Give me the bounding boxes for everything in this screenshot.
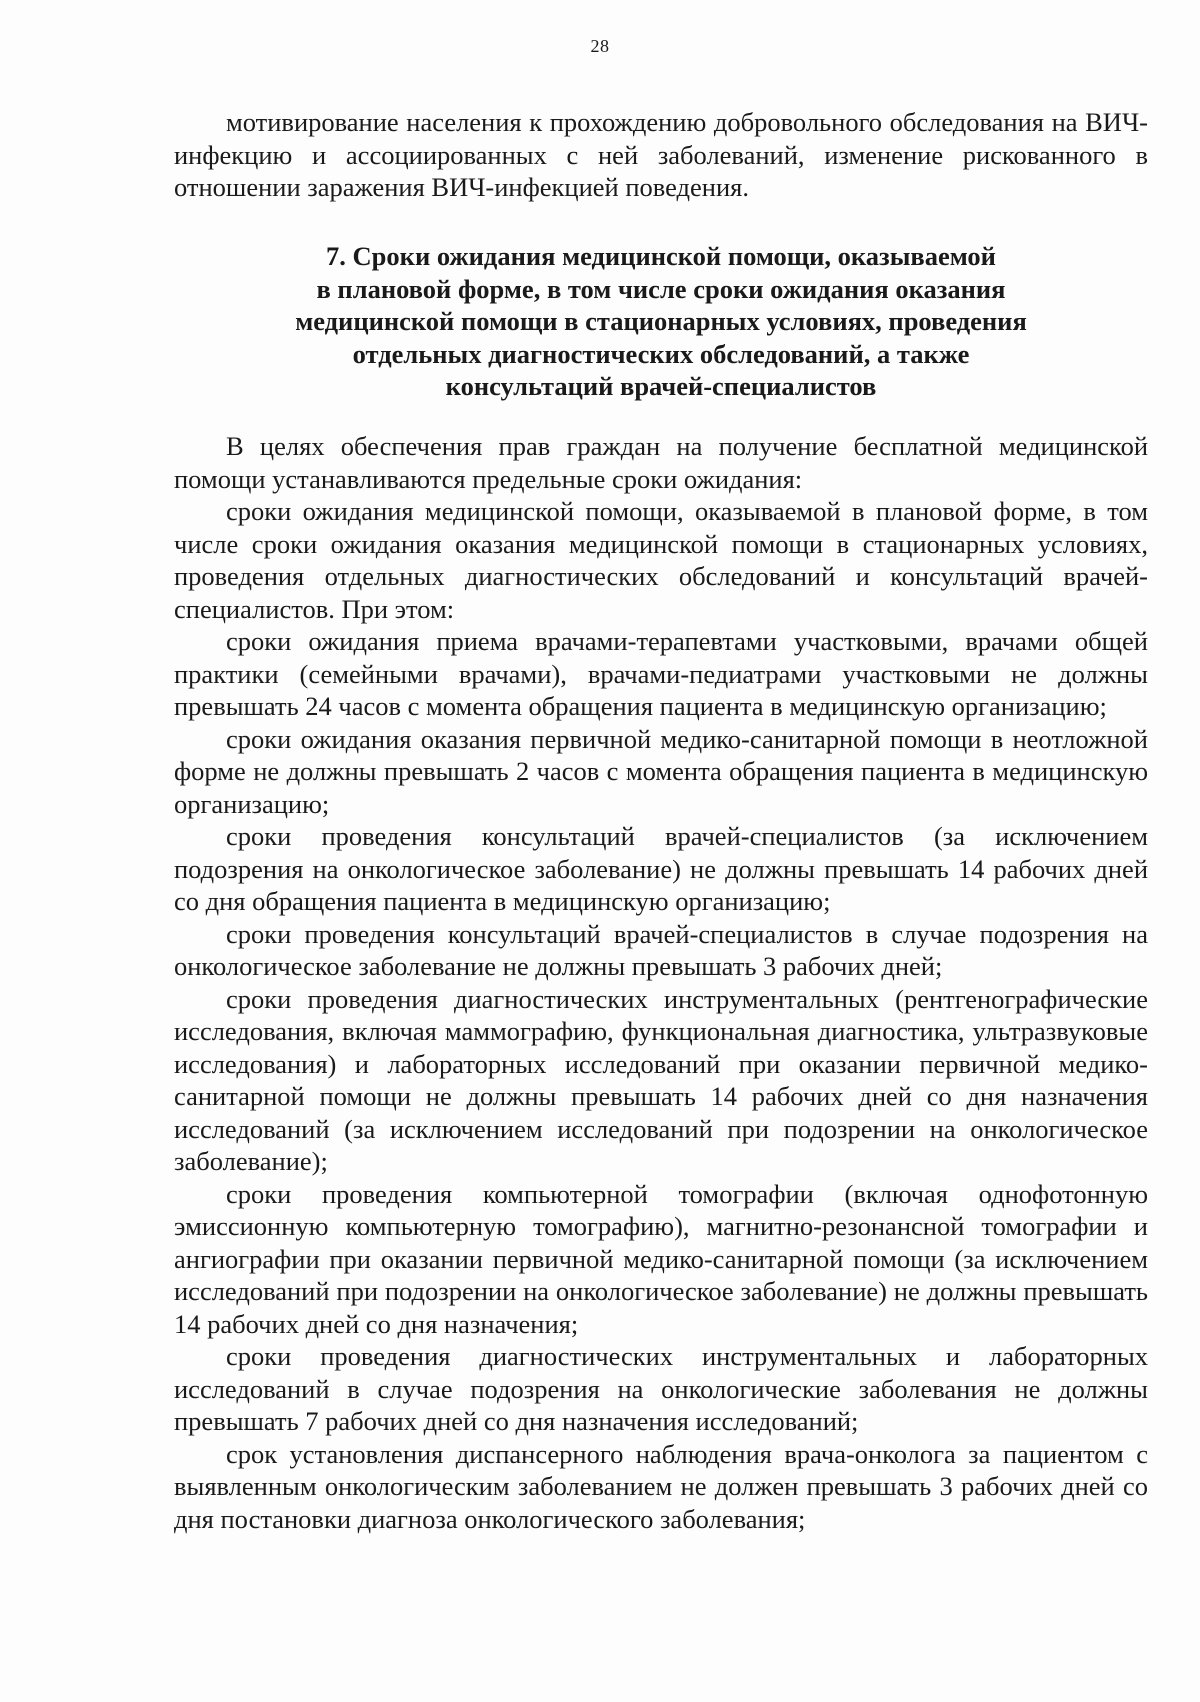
body-paragraph: сроки ожидания медицинской помощи, оказываемой в плановой форме, в том числе сроки ожидания оказания медицинской помощи в стационарных условиях, проведения отдельных диагностических обследований и консультаций врачей-специалистов. При этом: [174,496,1148,624]
section-heading-line: 7. Сроки ожидания медицинской помощи, оказываемой [326,241,996,271]
body-paragraph: сроки проведения консультаций врачей-специалистов в случае подозрения на онкологическое заболевание не должны превышать 3 рабочих дней; [174,918,1148,981]
body-paragraph: сроки проведения консультаций врачей-специалистов (за исключением подозрения на онкологическое заболевание) не должны превышать 14 рабочих дней со дня обращения пациента в медицинскую организацию; [174,821,1148,916]
section-heading-line: в плановой форме, в том числе сроки ожидания оказания [316,273,1006,304]
intro-paragraph-block [174,106,1148,204]
section-heading-line: отдельных диагностических обследований, а также [352,338,970,369]
section-body [174,430,1148,1535]
body-paragraph: срок установления диспансерного наблюдения врача-онколога за пациентом с выявленным онкологическим заболеванием не должен превышать 3 рабочих дней со дня постановки диагноза онкологического заболевания; [174,1438,1148,1534]
body-paragraph: сроки ожидания приема врачами-терапевтами участковыми, врачами общей практики (семейными врачами), врачами-педиатрами участковыми не должны превышать 24 часов с момента обращения пациента в медицинскую организацию; [174,626,1148,721]
body-paragraph: сроки проведения диагностических инструментальных (рентгенографические исследования, включая маммографию, функциональная диагностика, ультразвуковые исследования) и лабораторных исследований при оказании первичной медико-санитарной помощи не должны превышать 14 рабочих дней со дня назначения исследований (за исключением исследований при подозрении на онкологическое заболевание); [174,983,1148,1176]
body-paragraph: сроки проведения компьютерной томографии (включая однофотонную эмиссионную компьютерную томографию), магнитно-резонансной томографии и ангиографии при оказании первичной медико-санитарной помощи (за исключением исследований при подозрении на онкологическое заболевание) не должны превышать 14 рабочих дней со дня назначения; [174,1178,1148,1339]
body-paragraph: сроки ожидания оказания первичной медико-санитарной помощи в неотложной форме не должны превышать 2 часов с момента обращения пациента в медицинскую организацию; [174,723,1148,819]
body-paragraph: сроки проведения диагностических инструментальных и лабораторных исследований в случае подозрения на онкологические заболевания не должны превышать 7 рабочих дней со дня назначения исследований; [174,1341,1148,1436]
body-paragraph: В целях обеспечения прав граждан на получение бесплатной медицинской помощи устанавливаются предельные сроки ожидания: [174,431,1148,494]
section-heading [174,240,1148,403]
section-heading-line: медицинской помощи в стационарных условиях, проведения [295,306,1027,336]
section-heading-line: консультаций врачей-специалистов [445,371,877,401]
page-number: 28 [590,36,610,56]
intro-paragraph: мотивирование населения к прохождению добровольного обследования на ВИЧ-инфекцию и ассоциированных с ней заболеваний, изменение рискованного в отношении заражения ВИЧ-инфекцией поведения. [174,107,1148,202]
